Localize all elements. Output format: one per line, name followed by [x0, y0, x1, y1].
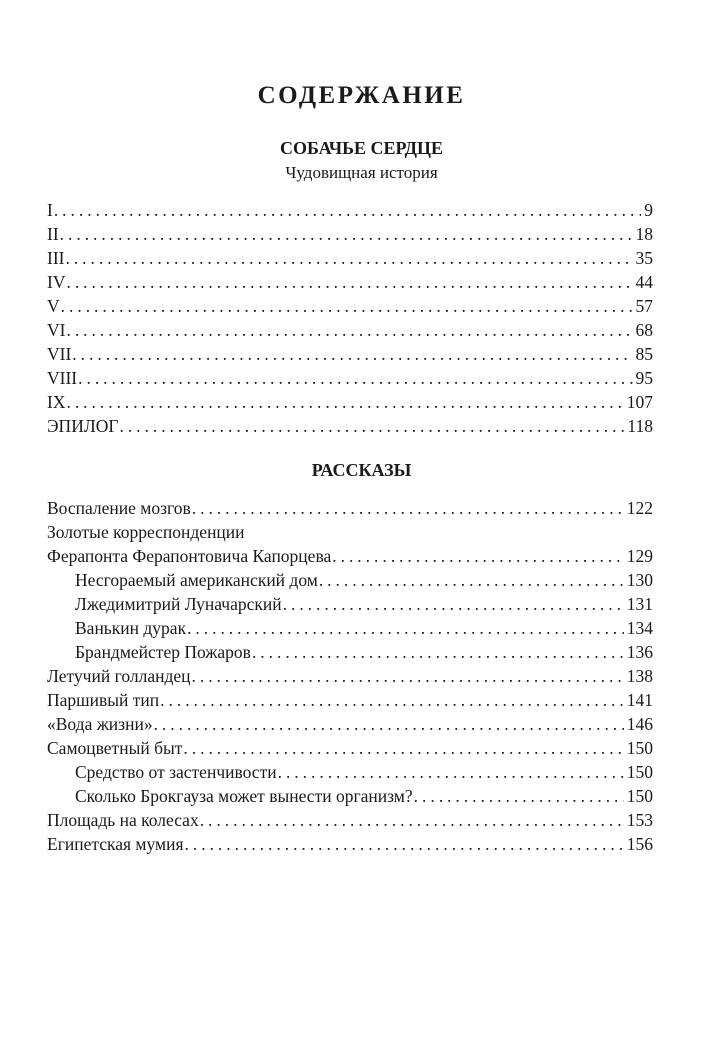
- toc-entry-page-number: 134: [626, 618, 653, 638]
- section-subtitle: Чудовищная история: [285, 163, 438, 182]
- toc-entry-title: III: [47, 248, 65, 268]
- toc-entry[interactable]: [47, 688, 653, 712]
- toc-entry[interactable]: [47, 544, 653, 568]
- toc-leader-dots: [60, 222, 633, 246]
- toc-leader-dots: [154, 712, 624, 736]
- toc-entry-page-number: 146: [626, 714, 653, 734]
- toc-entry-title: VIII: [47, 368, 78, 388]
- toc-entry[interactable]: [47, 736, 653, 760]
- toc-leader-dots: [119, 414, 624, 438]
- toc-leader-dots: [187, 616, 624, 640]
- toc-entry[interactable]: [47, 640, 653, 664]
- toc-entry-title: IX: [47, 392, 66, 412]
- toc-leader-dots: [319, 568, 624, 592]
- toc-entry-title: ЭПИЛОГ: [47, 416, 119, 436]
- toc-entry[interactable]: [47, 198, 653, 222]
- toc-entry[interactable]: [47, 664, 653, 688]
- toc-leader-dots: [332, 544, 624, 568]
- toc-leader-dots: [66, 390, 623, 414]
- toc-entry-page-number: 150: [626, 738, 653, 758]
- toc-entry[interactable]: [47, 246, 653, 270]
- toc-leader-dots: [65, 246, 632, 270]
- toc-entry-title: Ванькин дурак: [75, 618, 187, 638]
- toc-entry[interactable]: [47, 784, 653, 808]
- toc-entry-title: «Вода жизни»: [47, 714, 153, 734]
- toc-entry-page-number: 129: [626, 546, 653, 566]
- toc-leader-dots: [78, 366, 632, 390]
- toc-entry[interactable]: [47, 760, 653, 784]
- toc-entry-page-number: 85: [635, 344, 653, 364]
- toc-entry-page-number: 141: [626, 690, 653, 710]
- toc-entry[interactable]: [47, 568, 653, 592]
- toc-leader-dots: [183, 736, 623, 760]
- toc-entry[interactable]: [47, 616, 653, 640]
- toc-entry-title: Лжедимитрий Луначарский: [75, 594, 282, 614]
- toc-leader-dots: [192, 664, 624, 688]
- toc-entry-page-number: 68: [635, 320, 653, 340]
- toc-leader-dots: [200, 808, 624, 832]
- toc-leader-dots: [192, 496, 624, 520]
- toc-entry-page-number: 35: [635, 248, 653, 268]
- toc-entry[interactable]: [47, 294, 653, 318]
- toc-entry-title: IV: [47, 272, 66, 292]
- toc-entry-title: VII: [47, 344, 72, 364]
- toc-entry-page-number: 118: [627, 416, 653, 436]
- toc-leader-dots: [414, 784, 624, 808]
- toc-entry-title: Золотые корреспонденции: [47, 522, 245, 542]
- toc-entry-page-number: 18: [635, 224, 653, 244]
- toc-entry-title: Ферапонта Ферапонтовича Капорцева: [47, 546, 332, 566]
- toc-leader-dots: [185, 832, 624, 856]
- section-title-rasskazy: РАССКАЗЫ: [311, 460, 412, 480]
- toc-entry[interactable]: [47, 808, 653, 832]
- toc-leader-dots: [278, 760, 624, 784]
- toc-entry-page-number: 150: [626, 786, 653, 806]
- toc-entry[interactable]: [47, 270, 653, 294]
- toc-entry-title: Площадь на колесах: [47, 810, 199, 830]
- toc-entry-title: Средство от застенчивости: [75, 762, 277, 782]
- toc-entry-page-number: 138: [626, 666, 653, 686]
- toc-entry-title: Сколько Брокгауза может вынести организм?: [75, 786, 413, 806]
- toc-entry-title: Брандмейстер Пожаров: [75, 642, 251, 662]
- toc-entry-title: VI: [47, 320, 66, 340]
- toc-entry-title: Воспаление мозгов: [47, 498, 191, 518]
- toc-leader-dots: [283, 592, 624, 616]
- toc-entry-page-number: 95: [635, 368, 653, 388]
- toc-entry[interactable]: [47, 496, 653, 520]
- toc-entry-title: II: [47, 224, 59, 244]
- toc-entry[interactable]: [47, 366, 653, 390]
- toc-entry[interactable]: [47, 390, 653, 414]
- toc-leader-dots: [61, 294, 633, 318]
- toc-entry-page-number: 122: [626, 498, 653, 518]
- toc-entry-page-number: 153: [626, 810, 653, 830]
- toc-leader-dots: [66, 270, 632, 294]
- toc-entry-page-number: 130: [626, 570, 653, 590]
- toc-leader-dots: [72, 342, 632, 366]
- toc-list-rasskazy: [47, 496, 653, 856]
- page-title: СОДЕРЖАНИЕ: [257, 82, 466, 109]
- toc-entry-title: Летучий голландец: [47, 666, 191, 686]
- toc-entry-title: Паршивый тип: [47, 690, 160, 710]
- toc-entry[interactable]: [47, 342, 653, 366]
- toc-entry-title: Несгораемый американский дом: [75, 570, 318, 590]
- toc-entry-page-number: 156: [626, 834, 653, 854]
- toc-entry-page-number: 9: [644, 200, 653, 220]
- toc-entry[interactable]: [47, 414, 653, 438]
- toc-leader-dots: [252, 640, 624, 664]
- toc-entry[interactable]: [47, 712, 653, 736]
- section-title-sobachye-serdtse: СОБАЧЬЕ СЕРДЦЕ: [279, 138, 443, 158]
- toc-entry-page-number: 44: [635, 272, 653, 292]
- toc-entry-title: Самоцветный быт: [47, 738, 183, 758]
- toc-entry-page-number: 136: [626, 642, 653, 662]
- toc-entry[interactable]: [47, 318, 653, 342]
- toc-entry-page-number: 131: [626, 594, 653, 614]
- toc-entry[interactable]: [47, 222, 653, 246]
- toc-entry-title: I: [47, 200, 53, 220]
- toc-entry[interactable]: [47, 520, 653, 544]
- toc-entry[interactable]: [47, 592, 653, 616]
- toc-entry-page-number: 150: [626, 762, 653, 782]
- toc-leader-dots: [54, 198, 641, 222]
- toc-leader-dots: [66, 318, 632, 342]
- toc-entry-page-number: 107: [626, 392, 653, 412]
- toc-leader-dots: [160, 688, 624, 712]
- toc-entry-title: V: [47, 296, 60, 316]
- toc-entry[interactable]: [47, 832, 653, 856]
- toc-list-sobachye-serdtse: [47, 198, 653, 438]
- toc-entry-title: Египетская мумия: [47, 834, 184, 854]
- toc-entry-page-number: 57: [635, 296, 653, 316]
